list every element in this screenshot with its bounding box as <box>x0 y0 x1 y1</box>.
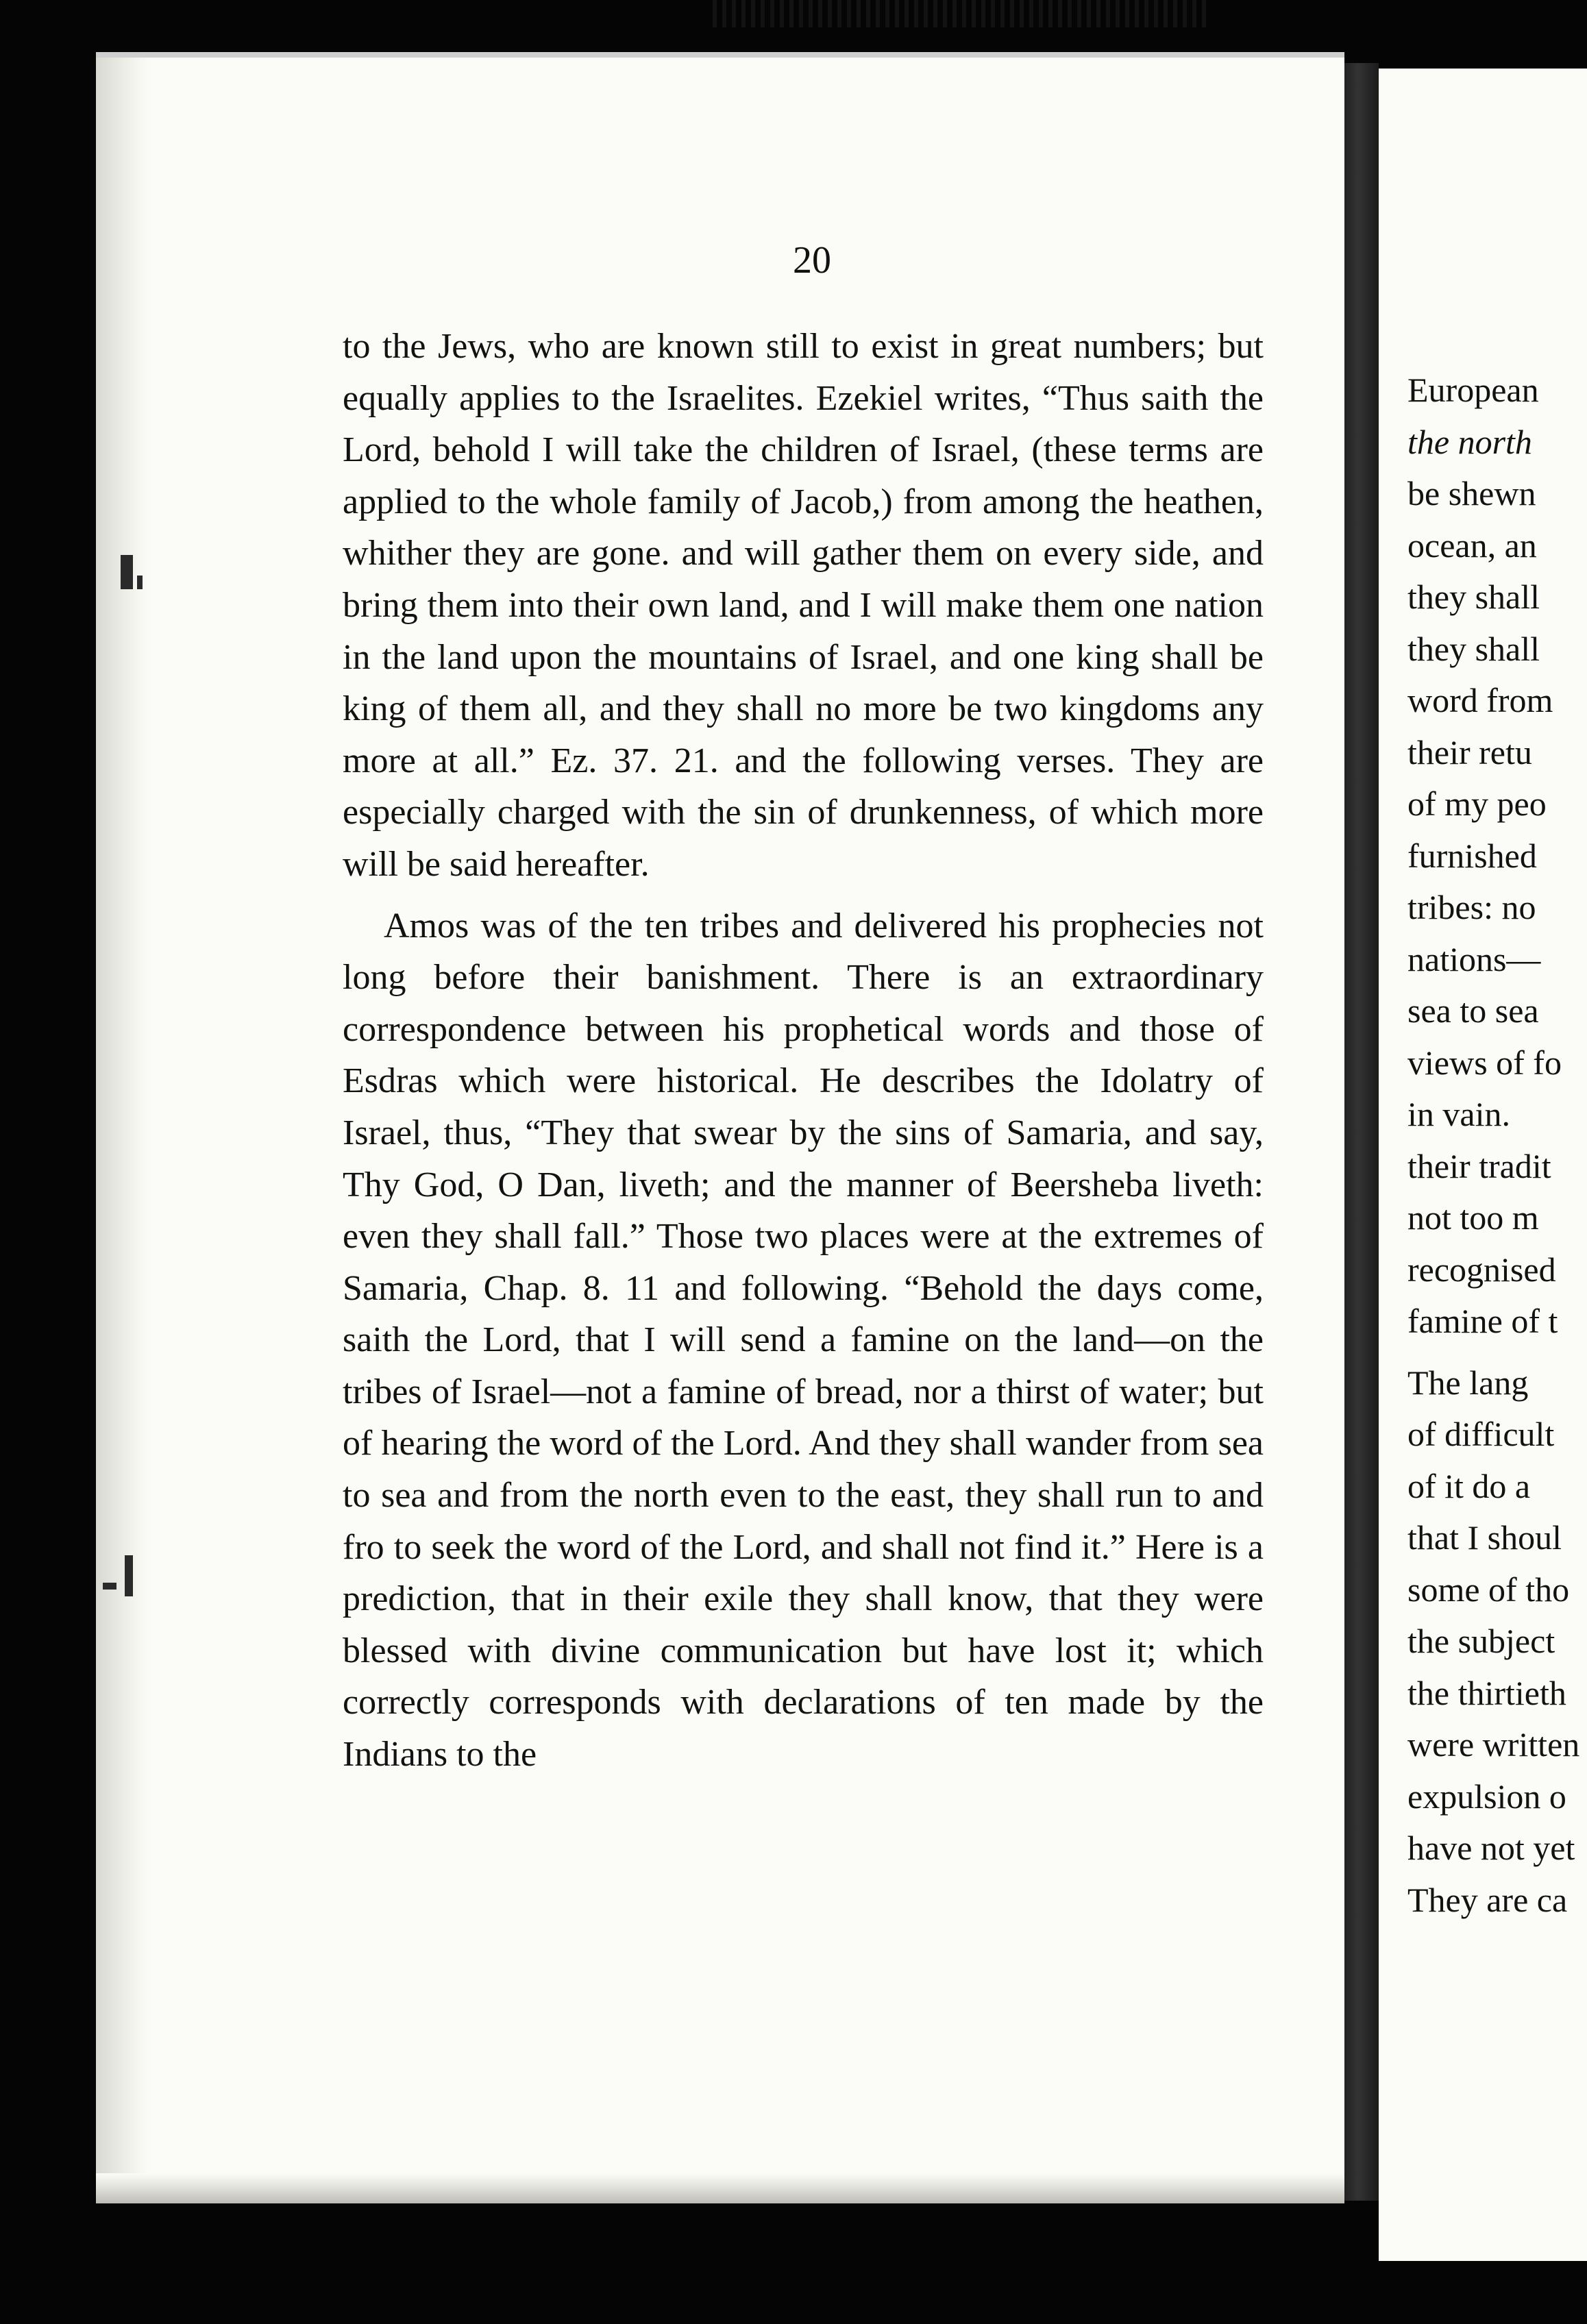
right-page-line: were written <box>1407 1725 1580 1764</box>
right-page-line: have not yet <box>1407 1829 1575 1867</box>
right-page-line: views of fo <box>1407 1043 1562 1082</box>
right-page-line: be shewn <box>1407 474 1536 512</box>
right-page-line: the north <box>1407 422 1532 461</box>
right-page-line: ocean, an <box>1407 526 1537 565</box>
right-page-line: in vain. <box>1407 1095 1510 1133</box>
right-page-body <box>1407 364 1587 1926</box>
right-page-line: The lang <box>1407 1363 1529 1402</box>
right-page-line: the thirtieth <box>1407 1673 1566 1712</box>
right-page-line: European <box>1407 371 1539 409</box>
right-page <box>1379 69 1587 2261</box>
right-page-line: of my peo <box>1407 784 1547 823</box>
left-page-body <box>343 321 1264 1781</box>
right-page-line: sea to sea <box>1407 991 1539 1030</box>
right-page-line: recognised <box>1407 1250 1556 1289</box>
right-page-line: that I shoul <box>1407 1518 1562 1557</box>
page-number: 20 <box>793 239 831 282</box>
page-edge-bottom <box>96 2173 1344 2203</box>
right-page-line: famine of t <box>1407 1302 1558 1340</box>
right-page-line: they shall <box>1407 578 1540 616</box>
right-page-line: of it do a <box>1407 1466 1531 1505</box>
margin-speck <box>125 1555 133 1596</box>
right-page-line: expulsion o <box>1407 1777 1566 1816</box>
margin-speck <box>137 576 143 589</box>
page-edge-left <box>96 58 151 2203</box>
margin-speck <box>121 555 133 589</box>
right-page-line: their tradit <box>1407 1146 1551 1185</box>
paragraph-1: to the Jews, who are known still to exist in great numbers; but equally applies to the Israelites. Ezekiel writes, “Thus saith the Lord, behold I will take the children of Israel, (these terms are applied to the whole family of Jacob,) from among the heathen, whither they are gone. and will gather them on every side, and bring them into their own land, and I will make them one nation in the land upon the mountains of Israel, and one king shall be king of them all, and they shall no more be two kingdoms any more at all.” Ez. 37. 21. and the following verses. They are especially charged with the sin of drunkenness, of which more will be said hereafter. <box>343 327 1264 884</box>
right-page-line: furnished <box>1407 836 1537 875</box>
right-page-line: their retu <box>1407 732 1532 771</box>
paragraph-2: Amos was of the ten tribes and delivered his prophecies not long before their banishment. There is an extraordinary correspondence between his prophetical words and those of Esdras which were historical. He describes the Idolatry of Israel, thus, “They that swear by the sins of Samaria, and say, Thy God, O Dan, liveth; and the manner of Beersheba liveth: even they shall fall.” Those two places were at the extremes of Samaria, Chap. 8. 11 and following. “Behold the days come, saith the Lord, that I will send a famine on the land—on the tribes of Israel—not a famine of bread, nor a thirst of water; but of hearing the word of the Lord. And they shall wander from sea to sea and from the north even to the east, they shall run to and fro to seek the word of the Lord, and shall not find it.” Here is a prediction, that in their exile they shall know, that they were blessed with divine communication but have lost it; which correctly corresponds with declarations of ten made by the Indians to the <box>343 906 1264 1775</box>
right-page-line: of difficult <box>1407 1415 1555 1453</box>
book-gutter <box>1344 63 1379 2201</box>
right-page-line: some of tho <box>1407 1570 1570 1609</box>
right-page-line: they shall <box>1407 629 1540 668</box>
scan-noise-strip <box>713 0 1206 27</box>
right-page-line: the subject <box>1407 1622 1555 1660</box>
right-page-line: not too m <box>1407 1198 1539 1237</box>
margin-speck <box>103 1583 116 1590</box>
right-page-line: They are ca <box>1407 1880 1568 1919</box>
right-page-line: nations— <box>1407 939 1541 978</box>
right-page-line: tribes: no <box>1407 888 1536 926</box>
right-page-line: word from <box>1407 681 1553 719</box>
